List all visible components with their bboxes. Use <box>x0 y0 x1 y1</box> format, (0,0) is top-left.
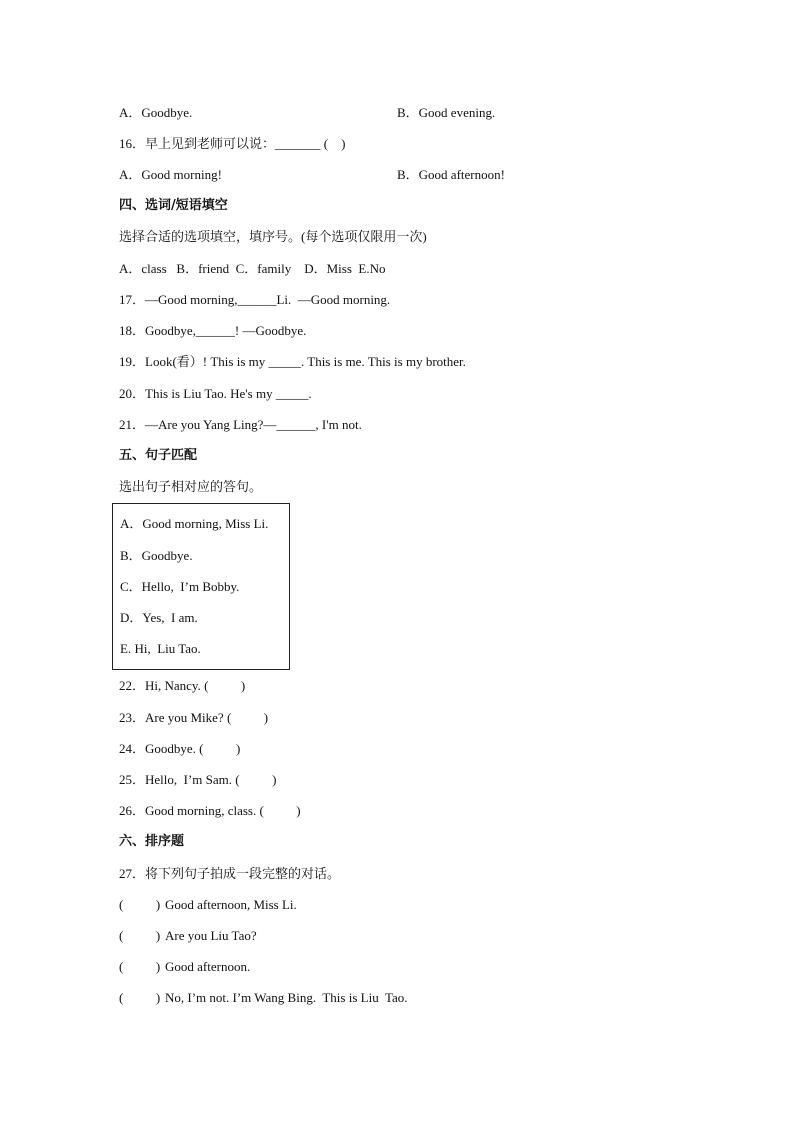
box-option-d: D．Yes, I am. <box>120 610 198 625</box>
section6-heading: 六、排序题 <box>119 834 185 849</box>
section4-instruction: 选择合适的选项填空，填序号。(每个选项仅限用一次) <box>119 229 427 244</box>
q19: 19．Look(看）! This is my _____. This is me. This is my brother. <box>119 354 466 369</box>
box-option-c: C．Hello, I’m Bobby. <box>120 579 240 594</box>
rank-line-4 <box>119 990 408 1006</box>
q20: 20．This is Liu Tao. He's my _____. <box>119 386 312 401</box>
q17: 17．—Good morning,______Li. —Good morning. <box>119 292 391 307</box>
section4-heading: 四、选词/短语填空 <box>119 198 228 213</box>
rank-paren: ( ) <box>119 959 161 974</box>
q15-option-b: B．Good evening. <box>397 105 496 120</box>
rank-line-1 <box>119 897 297 913</box>
rank-line-3 <box>119 959 250 975</box>
rank-sentence: Good afternoon. <box>165 959 251 974</box>
q26: 26．Good morning, class. ( ) <box>119 803 301 818</box>
q21: 21．—Are you Yang Ling?—______, I'm not. <box>119 417 362 432</box>
box-option-b: B．Goodbye. <box>120 548 193 563</box>
section5-heading: 五、句子匹配 <box>119 448 198 463</box>
q18: 18．Goodbye,______! —Goodbye. <box>119 323 307 338</box>
rank-sentence: No, I’m not. I’m Wang Bing. This is Liu Tao. <box>165 990 408 1005</box>
q23: 23．Are you Mike? ( ) <box>119 710 269 725</box>
q22: 22．Hi, Nancy. ( ) <box>119 678 246 693</box>
box-option-e: E. Hi, Liu Tao. <box>120 641 201 656</box>
q27-question: 27．将下列句子拍成一段完整的对话。 <box>119 866 341 881</box>
rank-paren: ( ) <box>119 990 161 1005</box>
rank-sentence: Are you Liu Tao? <box>165 928 257 943</box>
q15-option-a: A．Goodbye. <box>119 105 193 120</box>
q24: 24．Goodbye. ( ) <box>119 741 241 756</box>
rank-sentence: Good afternoon, Miss Li. <box>165 897 297 912</box>
q16-option-b: B．Good afternoon! <box>397 167 505 182</box>
box-option-a: A．Good morning, Miss Li. <box>120 516 269 531</box>
q16-option-a: A．Good morning! <box>119 167 222 182</box>
section4-options: A．class B．friend C．family D．Miss E.No <box>119 261 386 276</box>
options-box <box>112 503 290 670</box>
section5-instruction: 选出句子相对应的答句。 <box>119 479 263 494</box>
rank-line-2 <box>119 928 257 944</box>
q25: 25．Hello, I’m Sam. ( ) <box>119 772 277 787</box>
q16-question: 16．早上见到老师可以说：_______ ( ) <box>119 136 346 151</box>
rank-paren: ( ) <box>119 897 161 912</box>
rank-paren: ( ) <box>119 928 161 943</box>
